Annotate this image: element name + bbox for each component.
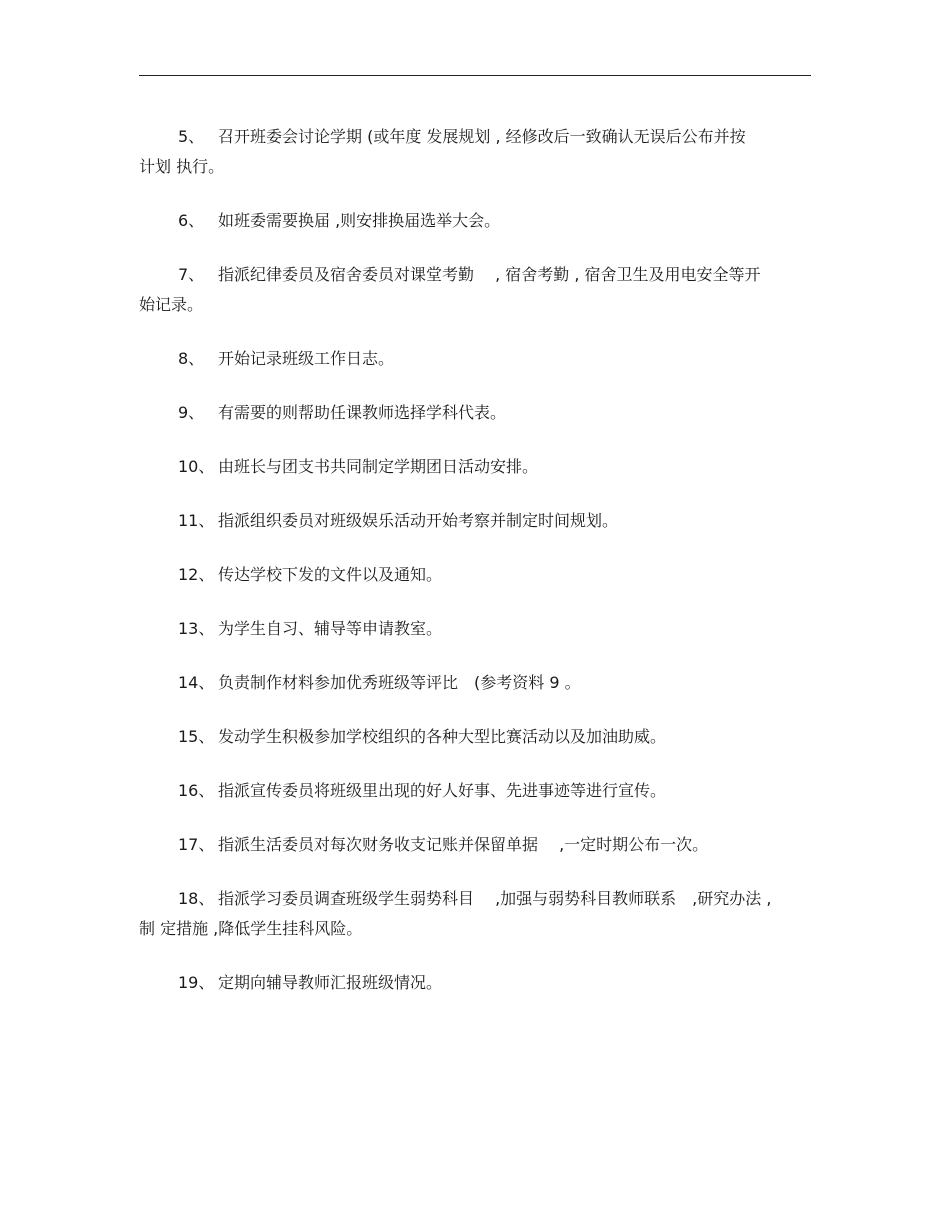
item-number: 7、 <box>178 265 205 284</box>
item-number: 5、 <box>178 127 205 146</box>
item-number: 6、 <box>178 211 205 230</box>
list-item <box>139 722 811 752</box>
item-text: 指派学习委员调查班级学生弱势科目 ,加强与弱势科目教师联系 ,研究办法 , <box>218 889 772 908</box>
item-text: 发动学生积极参加学校组织的各种大型比赛活动以及加油助威。 <box>218 727 667 746</box>
item-text: 定期向辅导教师汇报班级情况。 <box>218 973 443 992</box>
item-number: 15、 <box>178 727 215 746</box>
item-text: 指派纪律委员及宿舍委员对课堂考勤 , 宿舍考勤 , 宿舍卫生及用电安全等开 <box>218 265 761 284</box>
item-text: 召开班委会讨论学期 (或年度 发展规划 , 经修改后一致确认无误后公布并按 <box>218 127 746 146</box>
list-item <box>139 452 811 482</box>
item-text: 指派宣传委员将班级里出现的好人好事、先进事迹等进行宣传。 <box>218 781 667 800</box>
list-item <box>139 776 811 806</box>
item-number: 16、 <box>178 781 215 800</box>
list-item <box>139 968 811 998</box>
list-item <box>139 506 811 536</box>
item-text-continuation: 计划 执行。 <box>139 157 225 176</box>
item-number: 13、 <box>178 619 215 638</box>
list-item <box>139 206 811 236</box>
item-number: 9、 <box>178 403 205 422</box>
list-item-first-line <box>139 260 811 290</box>
item-text: 为学生自习、辅导等申请教室。 <box>218 619 443 638</box>
item-text: 指派组织委员对班级娱乐活动开始考察并制定时间规划。 <box>218 511 619 530</box>
list-item-first-line <box>139 506 811 536</box>
item-text: 开始记录班级工作日志。 <box>218 349 395 368</box>
item-number: 12、 <box>178 565 215 584</box>
list-item-first-line <box>139 560 811 590</box>
item-number: 10、 <box>178 457 215 476</box>
list-item <box>139 260 811 320</box>
list-item-first-line <box>139 830 811 860</box>
list-item <box>139 344 811 374</box>
item-text: 由班长与团支书共同制定学期团日活动安排。 <box>218 457 539 476</box>
list-item <box>139 668 811 698</box>
list-item <box>139 830 811 860</box>
list-item-first-line <box>139 614 811 644</box>
list-item-first-line <box>139 206 811 236</box>
document-body <box>139 122 811 998</box>
list-item-first-line <box>139 344 811 374</box>
list-item <box>139 122 811 182</box>
item-number: 8、 <box>178 349 205 368</box>
item-text-continuation: 始记录。 <box>139 295 204 314</box>
item-text-continuation: 制 定措施 ,降低学生挂科风险。 <box>139 919 363 938</box>
header-rule <box>139 75 811 76</box>
list-item-first-line <box>139 398 811 428</box>
list-item-first-line <box>139 722 811 752</box>
list-item <box>139 560 811 590</box>
list-item-first-line <box>139 884 811 914</box>
item-text: 有需要的则帮助任课教师选择学科代表。 <box>218 403 507 422</box>
item-number: 17、 <box>178 835 215 854</box>
list-item-first-line <box>139 668 811 698</box>
list-item-first-line <box>139 122 811 152</box>
item-text: 指派生活委员对每次财务收支记账并保留单据 ,一定时期公布一次。 <box>218 835 709 854</box>
item-text: 如班委需要换届 ,则安排换届选举大会。 <box>218 211 501 230</box>
list-item <box>139 884 811 944</box>
list-item-first-line <box>139 968 811 998</box>
item-number: 11、 <box>178 511 215 530</box>
list-item <box>139 614 811 644</box>
item-text: 负责制作材料参加优秀班级等评比 (参考资料 9 。 <box>218 673 581 692</box>
item-text: 传达学校下发的文件以及通知。 <box>218 565 443 584</box>
list-item-first-line <box>139 452 811 482</box>
list-item-first-line <box>139 776 811 806</box>
list-item <box>139 398 811 428</box>
item-number: 14、 <box>178 673 215 692</box>
item-number: 18、 <box>178 889 215 908</box>
item-number: 19、 <box>178 973 215 992</box>
